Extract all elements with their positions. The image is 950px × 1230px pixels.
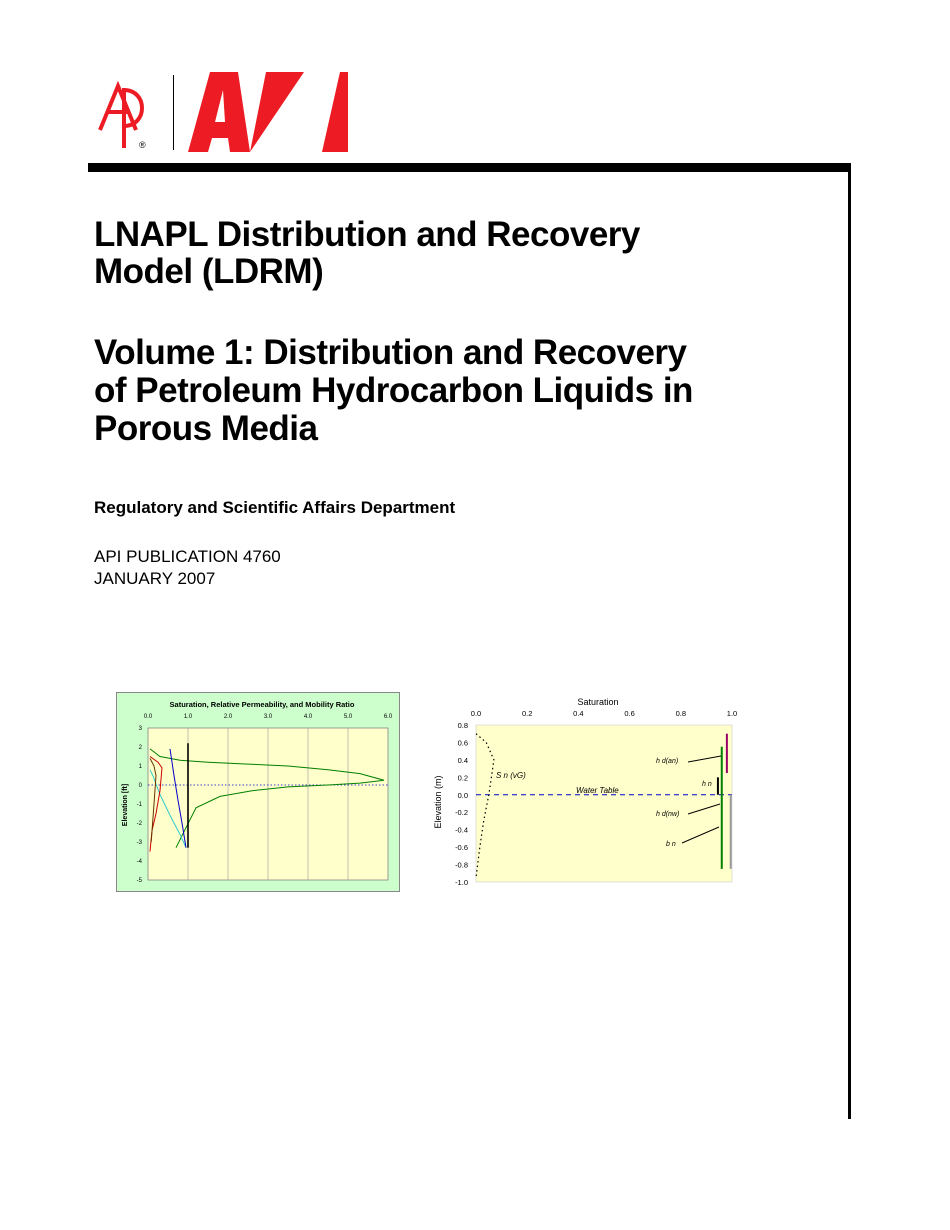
chart1-y-tick: -3 bbox=[136, 840, 142, 846]
chart1-y-tick: 0 bbox=[138, 783, 142, 789]
api-emblem-logo bbox=[96, 78, 156, 154]
publication-number: API PUBLICATION 4760 bbox=[94, 547, 281, 566]
chart2-x-tick: 0.6 bbox=[624, 709, 635, 718]
publication-date: JANUARY 2007 bbox=[94, 569, 216, 588]
registered-mark: ® bbox=[139, 140, 146, 150]
saturation-elevation-chart bbox=[430, 692, 750, 892]
chart1-y-tick: -1 bbox=[136, 802, 142, 808]
chart2-y-tick: -0.4 bbox=[455, 825, 468, 835]
side-rule bbox=[848, 163, 851, 1119]
chart1-ylabel: Elevation [ft] bbox=[122, 783, 129, 827]
chart2-annotation-hn: h n bbox=[702, 781, 712, 788]
title-line-1: LNAPL Distribution and Recovery bbox=[94, 215, 640, 254]
chart1-y-tick: -4 bbox=[136, 859, 142, 865]
chart2-y-tick: -1.0 bbox=[455, 878, 468, 887]
chart2-annotation-bn: b n bbox=[666, 841, 676, 848]
chart2-x-tick: 0.4 bbox=[573, 709, 584, 718]
chart2-y-tick: 0.4 bbox=[457, 755, 468, 765]
volume-line-3: Porous Media bbox=[94, 409, 318, 448]
department: Regulatory and Scientific Affairs Department bbox=[94, 498, 456, 517]
chart1-x-tick: 5.0 bbox=[343, 714, 353, 720]
chart2-x-tick: 0.2 bbox=[521, 709, 533, 718]
chart2-x-tick: 0.0 bbox=[470, 709, 482, 718]
chart2-y-tick: 0.8 bbox=[457, 721, 468, 730]
chart1-x-tick: 4.0 bbox=[303, 714, 313, 720]
volume-line-1: Volume 1: Distribution and Recovery bbox=[94, 333, 687, 372]
chart2-title: Saturation bbox=[577, 697, 619, 707]
chart1-y-tick: 1 bbox=[138, 764, 142, 770]
chart2-y-tick: -0.6 bbox=[455, 843, 468, 853]
volume-title bbox=[94, 334, 814, 448]
chart2-y-tick: 0.2 bbox=[457, 773, 468, 783]
chart1-x-tick: 2.0 bbox=[223, 714, 233, 720]
header-rule bbox=[88, 163, 851, 172]
chart1-title: Saturation, Relative Permeability, and Mobility Ratio bbox=[169, 700, 355, 709]
chart1-y-tick: -2 bbox=[136, 821, 142, 827]
document-title bbox=[94, 216, 794, 290]
chart2-plot-area bbox=[476, 725, 732, 882]
chart1-y-tick: 2 bbox=[138, 745, 142, 751]
chart2-annotation-sn: S n (vG) bbox=[496, 771, 526, 780]
logo-divider bbox=[173, 75, 174, 150]
chart1-x-tick: 3.0 bbox=[263, 714, 273, 720]
saturation-permeability-chart bbox=[116, 692, 400, 892]
chart1-x-tick: 6.0 bbox=[383, 714, 393, 720]
chart1-y-tick: -5 bbox=[136, 878, 142, 884]
chart1-x-tick: 1.0 bbox=[183, 714, 193, 720]
chart2-annotation-hdnw: h d(nw) bbox=[656, 811, 680, 818]
chart1-x-tick: 0.0 bbox=[143, 714, 153, 720]
chart2-y-tick: 0.6 bbox=[457, 738, 468, 748]
chart2-ylabel: Elevation (m) bbox=[433, 775, 443, 829]
chart2-y-tick: 0.0 bbox=[457, 790, 468, 800]
volume-line-2: of Petroleum Hydrocarbon Liquids in bbox=[94, 371, 693, 410]
chart2-annotation-watertable: Water Table bbox=[576, 786, 619, 795]
api-wordmark-logo bbox=[188, 72, 348, 152]
chart2-y-tick: -0.2 bbox=[455, 808, 468, 818]
chart2-y-tick: -0.8 bbox=[455, 860, 468, 870]
chart2-x-tick: 1.0 bbox=[726, 709, 738, 718]
chart1-y-tick: 3 bbox=[138, 726, 142, 732]
chart2-annotation-hdan: h d(an) bbox=[656, 758, 679, 765]
title-line-2: Model (LDRM) bbox=[94, 252, 324, 291]
chart2-x-tick: 0.8 bbox=[675, 709, 687, 718]
